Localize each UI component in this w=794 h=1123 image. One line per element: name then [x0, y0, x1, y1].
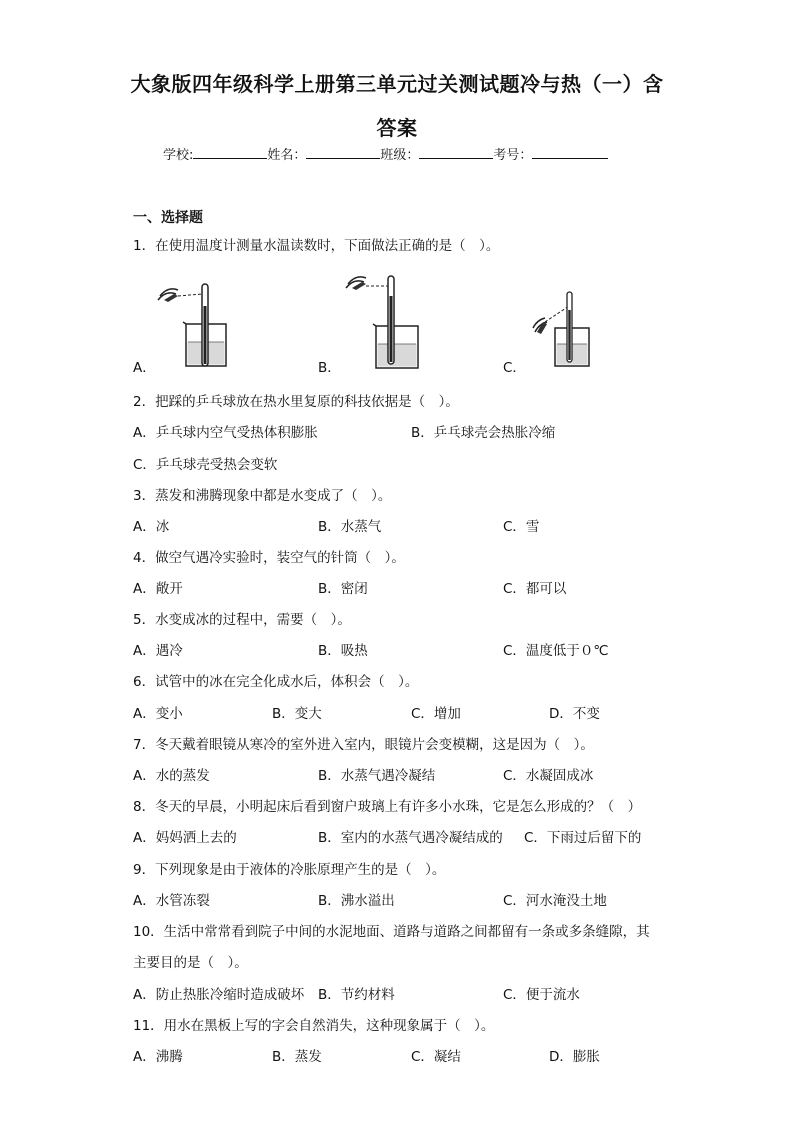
- page-title-line1: 大象版四年级科学上册第三单元过关测试题冷与热（一）含: [130, 72, 664, 96]
- question-7-stem: 7．冬天戴着眼镜从寒冷的室外进入室内，眼镜片会变模糊，这是因为（ ）。: [133, 737, 594, 753]
- q3-option-c[interactable]: C．雪: [503, 519, 540, 535]
- question-6-stem: 6．试管中的冰在完全化成水后，体积会（ ）。: [133, 674, 419, 690]
- q11-option-c[interactable]: C．凝结: [411, 1049, 461, 1065]
- class-label: 班级：: [380, 148, 420, 163]
- q6-option-b[interactable]: B．变大: [272, 706, 322, 722]
- q6-option-d[interactable]: D．不变: [549, 706, 600, 722]
- question-3-stem: 3．蒸发和沸腾现象中都是水变成了（ ）。: [133, 488, 392, 504]
- eye-icon: [158, 289, 178, 302]
- name-label: 姓名：: [267, 148, 307, 163]
- q10-option-c[interactable]: C．便于流水: [503, 987, 580, 1003]
- question-2-stem: 2．把踩的乒乓球放在热水里复原的科技依据是（ ）。: [133, 394, 459, 410]
- name-blank[interactable]: [306, 144, 380, 159]
- question-10-stem: 10．生活中常常看到院子中间的水泥地面、道路与道路之间都留有一条或多条缝隙，其: [133, 924, 650, 940]
- q8-option-a[interactable]: A．妈妈洒上去的: [133, 830, 237, 846]
- q10-option-b[interactable]: B．节约材料: [318, 987, 395, 1003]
- question-11-stem: 11．用水在黑板上写的字会自然消失，这种现象属于（ ）。: [133, 1018, 495, 1034]
- q10-option-a[interactable]: A．防止热胀冷缩时造成破坏: [133, 987, 305, 1003]
- number-label: 考号：: [493, 148, 533, 163]
- q6-option-c[interactable]: C．增加: [411, 706, 461, 722]
- number-blank[interactable]: [532, 144, 608, 159]
- figure-b-label: B．: [318, 360, 341, 376]
- section-title: 一、选择题: [133, 210, 203, 226]
- question-5-stem: 5．水变成冰的过程中，需要（ ）。: [133, 612, 351, 628]
- student-info-row: [163, 144, 608, 163]
- question-8-stem: 8．冬天的早晨，小明起床后看到窗户玻璃上有许多小水珠，它是怎么形成的？（ ）: [133, 799, 642, 815]
- school-blank[interactable]: [193, 144, 267, 159]
- thermometer-figure-a: [150, 276, 245, 372]
- q11-option-b[interactable]: B．蒸发: [272, 1049, 322, 1065]
- q3-option-a[interactable]: A．冰: [133, 519, 170, 535]
- q9-option-b[interactable]: B．沸水溢出: [318, 893, 395, 909]
- q7-option-b[interactable]: B．水蒸气遇冷凝结: [318, 768, 436, 784]
- q8-option-b[interactable]: B．室内的水蒸气遇冷凝结成的: [318, 830, 503, 846]
- figure-a-label: A．: [133, 360, 156, 376]
- q5-option-c[interactable]: C．温度低于０℃: [503, 643, 609, 659]
- q6-option-a[interactable]: A．变小: [133, 706, 183, 722]
- q11-option-d[interactable]: D．膨胀: [549, 1049, 600, 1065]
- eye-icon: [346, 277, 366, 290]
- school-label: 学校:: [163, 148, 194, 163]
- q7-option-a[interactable]: A．水的蒸发: [133, 768, 210, 784]
- thermometer-figure-c: [527, 288, 597, 368]
- class-blank[interactable]: [419, 144, 493, 159]
- page-title-line2: 答案: [376, 116, 418, 140]
- q9-option-a[interactable]: A．水管冻裂: [133, 893, 210, 909]
- q9-option-c[interactable]: C．河水淹没土地: [503, 893, 607, 909]
- q4-option-b[interactable]: B．密闭: [318, 581, 368, 597]
- figure-c-label: C．: [503, 360, 526, 376]
- question-1-stem: 1．在使用温度计测量水温读数时，下面做法正确的是（ ）。: [133, 238, 500, 254]
- q2-option-b[interactable]: B．乒乓球壳会热胀冷缩: [411, 425, 556, 441]
- q11-option-a[interactable]: A．沸腾: [133, 1049, 183, 1065]
- q4-option-a[interactable]: A．敞开: [133, 581, 183, 597]
- q2-option-c[interactable]: C．乒乓球壳受热会变软: [133, 457, 278, 473]
- q8-option-c[interactable]: C．下雨过后留下的: [524, 830, 642, 846]
- question-9-stem: 9．下列现象是由于液体的冷胀原理产生的是（ ）。: [133, 862, 446, 878]
- q3-option-b[interactable]: B．水蒸气: [318, 519, 382, 535]
- q4-option-c[interactable]: C．都可以: [503, 581, 567, 597]
- question-10-stem-continued: 主要目的是（ ）。: [133, 955, 248, 971]
- q2-option-a[interactable]: A．乒乓球内空气受热体积膨胀: [133, 425, 318, 441]
- q7-option-c[interactable]: C．水凝固成冰: [503, 768, 594, 784]
- q5-option-b[interactable]: B．吸热: [318, 643, 368, 659]
- q5-option-a[interactable]: A．遇冷: [133, 643, 183, 659]
- eye-icon: [533, 318, 547, 334]
- question-4-stem: 4．做空气遇冷实验时，装空气的针筒（ ）。: [133, 550, 405, 566]
- thermometer-figure-b: [338, 270, 438, 370]
